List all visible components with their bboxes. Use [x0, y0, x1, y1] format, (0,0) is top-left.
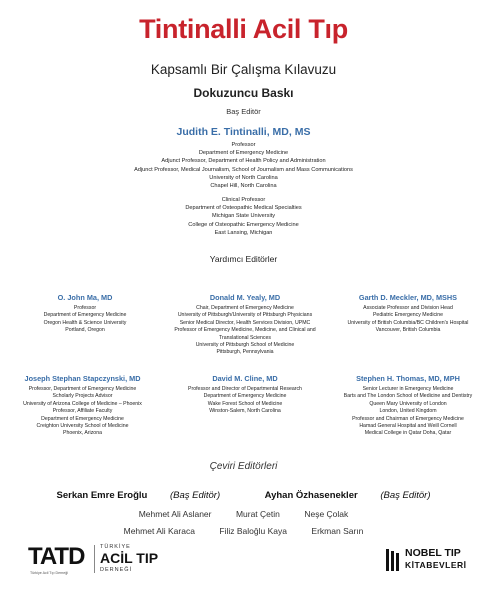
associate-editor [10, 293, 160, 335]
affiliation-line: Hamad General Hospital and Weill Cornell [359, 423, 457, 430]
affiliation-line: Vancouver, British Columbia [375, 327, 441, 334]
tatd-logo [28, 543, 198, 577]
affiliation-line: University of Arizona College of Medicine – Phoenix [23, 400, 142, 407]
affiliation-line: Senior Medical Director, Health Services Division, UPMC [179, 319, 311, 326]
translator: Murat Çetin [235, 509, 280, 519]
nobel-book-icon [385, 547, 401, 573]
associate-editor [323, 374, 487, 438]
affiliation-line: Adjunct Professor, Department of Health Policy and Administration [161, 158, 326, 165]
affiliation-line: Translational Sciences [219, 334, 271, 341]
associate-editor-name: O. John Ma, MD [57, 293, 113, 302]
edition: Dokuzuncu Baskı [193, 86, 294, 100]
affiliation-line: Queen Mary University of London [369, 400, 447, 407]
translator: Erkman Sarın [311, 526, 364, 536]
affiliation-line: Department of Osteopathic Medical Specialties [185, 205, 302, 212]
affiliation-line: University of Pittsburgh/University of Pittsburgh Physicians [177, 312, 313, 319]
affiliation-line: East Lansing, Michigan [214, 229, 273, 236]
affiliation-line: Professor, Affiliate Faculty [52, 408, 113, 415]
affiliation-line: Senior Lecturer in Emergency Medicine [362, 386, 454, 392]
chief-editor-name: Judith E. Tintinalli, MD, MS [176, 126, 311, 138]
affiliation-line: Department of Emergency Medicine [43, 312, 127, 319]
tatd-turkiye: TÜRKİYE [100, 544, 131, 550]
associate-editor-name: Donald M. Yealy, MD [209, 293, 281, 302]
affiliation-line: Michigan State University [211, 213, 276, 220]
affiliation-line: Phoenix, Arizona [63, 430, 102, 437]
translation-chief-2: Ayhan Özhasenekler (Baş Editör) [264, 490, 431, 501]
affiliation-line: Department of Emergency Medicine [203, 393, 287, 400]
affiliation-line: Creighton University School of Medicine [36, 423, 129, 430]
affiliation-line: Adjunct Professor, Medical Journalism, School of Journalism and Mass Communications [134, 166, 353, 173]
affiliation-line: Barts and The London School of Medicine and Dentistry [343, 393, 473, 400]
affiliation-line: London, United Kingdom [379, 408, 437, 415]
affiliation-line: Professor [231, 142, 256, 148]
translation-chief-1: Serkan Emre Eroğlu (Baş Editör) [56, 490, 221, 501]
chief-editor-affiliation-2 [0, 196, 487, 237]
tatd-dernegi: DERNEĞİ [100, 567, 133, 573]
book-title: Tintinalli Acil Tıp [139, 14, 348, 44]
affiliation-line: University of British Columbia/BC Children's Hospital [347, 319, 469, 326]
associate-editor-name: Garth D. Meckler, MD, MSHS [358, 293, 458, 302]
book-subtitle: Kapsamlı Bir Çalışma Kılavuzu [150, 62, 337, 77]
affiliation-line: Winston-Salem, North Carolina [209, 408, 281, 415]
translator: Mehmet Ali Aslaner [138, 509, 212, 519]
associate-editors-heading: Yardımcı Editörler [209, 254, 278, 264]
associate-editor [165, 374, 325, 416]
affiliation-line: Professor of Emergency Medicine, Medicine, and Clinical and [174, 327, 316, 334]
associate-editor-name: Joseph Stephan Stapczynski, MD [24, 374, 141, 383]
affiliation-line: Scholarly Projects Advisor [52, 393, 113, 400]
affiliation-line: Oregon Health & Science University [43, 319, 127, 326]
associate-editor-name: Stephen H. Thomas, MD, MPH [356, 374, 460, 383]
affiliation-line: Professor and Chairman of Emergency Medicine [352, 415, 464, 422]
affiliation-line: Wake Forest School of Medicine [207, 400, 283, 407]
affiliation-line: Pediatric Emergency Medicine [372, 312, 444, 319]
logo-divider [94, 545, 95, 573]
translation-row-3 [0, 521, 487, 539]
affiliation-line: Associate Professor and Division Head [363, 305, 453, 311]
affiliation-line: College of Osteopathic Emergency Medicine [188, 221, 299, 228]
affiliation-line: Professor and Director of Departmental Research [188, 386, 302, 392]
affiliation-line: University of North Carolina [209, 174, 278, 181]
translator: Neşe Çolak [304, 509, 349, 519]
nobel-tip-text: NOBEL TIP [405, 547, 461, 559]
affiliation-line: Chair, Department of Emergency Medicine [196, 305, 294, 311]
nobel-tip-logo [385, 547, 475, 577]
translator: Mehmet Ali Karaca [123, 526, 195, 536]
affiliation-line: Medical College in Qatar Doha, Qatar [364, 430, 452, 437]
affiliation-line: Clinical Professor [221, 197, 266, 203]
affiliation-line: Department of Emergency Medicine [198, 150, 289, 157]
tatd-acil-tip: ACİL TIP [100, 550, 159, 566]
chief-editor-label: Baş Editör [226, 107, 261, 116]
associate-editor [165, 293, 325, 357]
affiliation-line: Portland, Oregon [65, 327, 105, 334]
affiliation-line: Professor [73, 305, 97, 311]
affiliation-line: Chapel Hill, North Carolina [210, 183, 277, 190]
affiliation-line: Professor, Department of Emergency Medicine [28, 386, 137, 392]
chief-editor-affiliation-1 [0, 141, 487, 190]
affiliation-line: Department of Emergency Medicine [41, 415, 124, 422]
nobel-kitabevleri-text: KİTABEVLERİ [405, 560, 467, 570]
translation-chief-row [0, 485, 487, 503]
associate-editor-name: David M. Cline, MD [212, 374, 278, 383]
tatd-tagline: Türkiye Acil Tıp Derneği [30, 571, 69, 575]
translation-editors-heading: Çeviri Editörleri [209, 461, 278, 472]
associate-editor [333, 293, 483, 335]
tatd-wordmark: TATD [28, 543, 85, 570]
associate-editor [0, 374, 165, 438]
translation-row-2 [0, 504, 487, 522]
translator: Filiz Baloğlu Kaya [219, 526, 287, 536]
affiliation-line: University of Pittsburgh School of Medicine [195, 342, 295, 349]
affiliation-line: Pittsburgh, Pennsylvania [216, 349, 274, 356]
